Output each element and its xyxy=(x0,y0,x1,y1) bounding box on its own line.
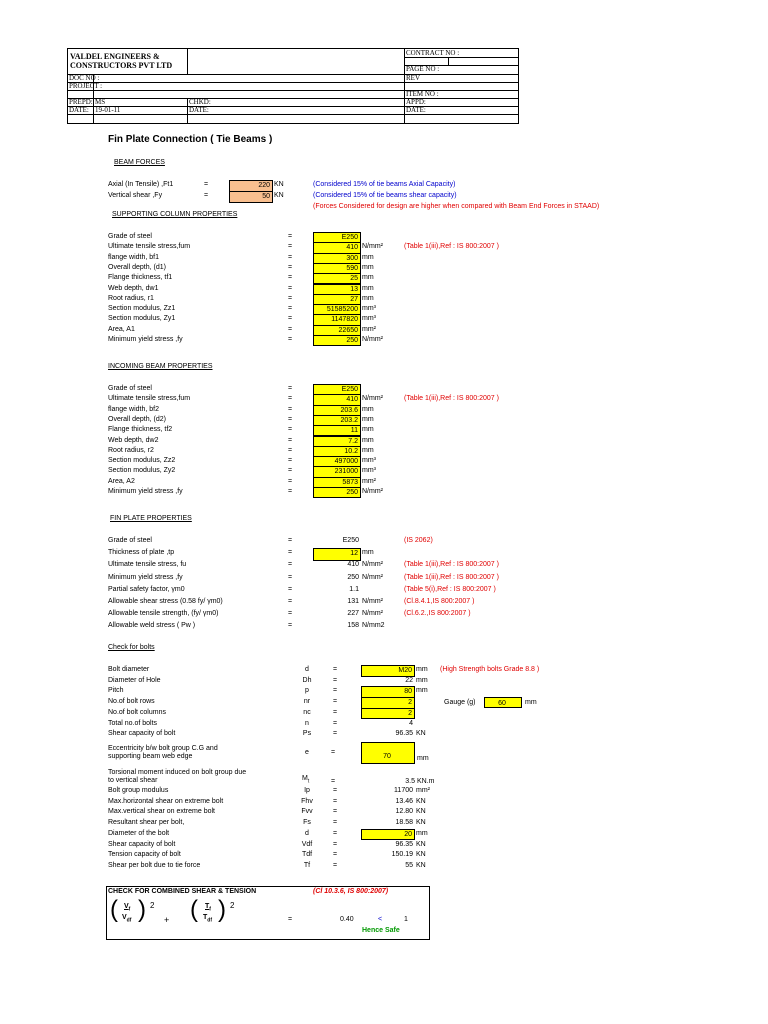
page-title: Fin Plate Connection ( Tie Beams ) xyxy=(108,134,273,145)
property-note: (Table 1(iii),Ref : IS 800:2007 ) xyxy=(404,573,499,581)
chkd-label: CHKD: xyxy=(189,98,211,106)
property-value[interactable]: 13 xyxy=(313,284,361,295)
property-value[interactable]: 410 xyxy=(313,394,361,405)
project-label: PROJECT : xyxy=(69,82,103,90)
property-symbol: Vdf xyxy=(301,840,313,848)
equals-sign: = xyxy=(204,181,209,188)
equals-sign: = xyxy=(288,622,293,630)
property-label: Area, A2 xyxy=(108,477,135,485)
divider xyxy=(68,74,518,75)
moment-equals: = xyxy=(331,778,336,785)
property-value[interactable]: 20 xyxy=(361,829,415,841)
property-value: 55 xyxy=(405,861,413,869)
equals-sign: = xyxy=(288,561,293,569)
gauge-label: Gauge (g) xyxy=(444,699,476,706)
gauge-value[interactable]: 60 xyxy=(484,697,522,708)
property-label: Partial safety factor, γm0 xyxy=(108,585,185,593)
divider xyxy=(404,49,405,123)
property-unit: N/mm² xyxy=(362,336,383,343)
property-value[interactable]: 7.2 xyxy=(313,436,361,447)
property-value[interactable]: 231000 xyxy=(313,466,361,477)
property-symbol: d xyxy=(305,829,309,837)
property-value[interactable]: 220 xyxy=(229,180,273,192)
equals-sign: = xyxy=(288,446,293,454)
ecc-value[interactable]: 70 xyxy=(361,742,415,764)
property-value[interactable]: 12 xyxy=(313,548,361,561)
equals-sign: = xyxy=(333,819,338,827)
property-label: Minimum yield stress ,fy xyxy=(108,573,183,581)
combined-limit: 1 xyxy=(404,916,408,923)
property-label: No.of bolt columns xyxy=(108,708,166,716)
power-v: 2 xyxy=(150,901,155,910)
header-table xyxy=(67,48,519,124)
property-note: (IS 2062) xyxy=(404,537,433,544)
equals-sign: = xyxy=(333,797,338,805)
equals-sign: = xyxy=(333,708,338,716)
property-symbol: Tdf xyxy=(301,851,313,859)
company-name-2: CONSTRUCTORS PVT LTD xyxy=(70,61,173,70)
moment-unit: KN.m xyxy=(417,778,435,785)
property-unit: mm³ xyxy=(362,467,376,475)
equals-sign: = xyxy=(333,808,338,816)
equals-sign: = xyxy=(288,243,293,251)
property-label: Overall depth, (d2) xyxy=(108,415,166,423)
equals-sign: = xyxy=(333,687,338,695)
equals-sign: = xyxy=(333,840,338,848)
combined-result: 0.40 xyxy=(340,916,354,923)
vdf-denominator: $V_{df}$ xyxy=(122,914,132,924)
ecc-label-2: supporting beam web edge xyxy=(108,753,193,760)
property-value: 96.35 xyxy=(395,730,413,738)
property-label: Ultimate tensile stress, fu xyxy=(108,561,187,569)
property-note: (Table 1(iii),Ref : IS 800:2007 ) xyxy=(404,395,499,403)
equals-sign: = xyxy=(333,851,338,859)
property-label: Section modulus, Zy1 xyxy=(108,315,176,323)
ecc-symbol: e xyxy=(305,749,309,756)
ecc-equals: = xyxy=(331,749,336,756)
equals-sign: = xyxy=(288,405,293,413)
company-name: VALDEL ENGINEERS & xyxy=(70,52,160,61)
property-label: Root radius, r1 xyxy=(108,294,154,302)
left-paren-icon: ( xyxy=(110,896,118,923)
property-label: Flange thickness, tf2 xyxy=(108,426,173,434)
property-unit: mm xyxy=(362,549,374,557)
divider xyxy=(68,90,518,91)
property-value: E250 xyxy=(342,537,359,544)
property-label: Grade of steel xyxy=(108,233,152,240)
property-value: 250 xyxy=(347,573,359,581)
property-unit: mm xyxy=(362,405,374,413)
property-value: 4 xyxy=(409,719,413,727)
equals-sign: = xyxy=(288,537,293,544)
property-label: Resultant shear per bolt, xyxy=(108,819,185,827)
prepd-label: PREPD: xyxy=(69,98,93,106)
property-label: Total no.of bolts xyxy=(108,719,158,727)
property-unit: mm² xyxy=(362,325,376,333)
divider xyxy=(187,98,188,123)
equals-sign: = xyxy=(288,598,293,605)
property-value[interactable]: 203.2 xyxy=(313,415,361,426)
equals-sign: = xyxy=(288,549,293,557)
prepd-value: MS xyxy=(95,98,106,106)
equals-sign: = xyxy=(288,305,293,313)
equals-sign: = xyxy=(288,426,293,434)
property-label: Flange thickness, tf1 xyxy=(108,274,173,282)
property-value[interactable]: 250 xyxy=(313,335,361,346)
equals-sign: = xyxy=(288,294,293,302)
right-paren-icon: ) xyxy=(138,896,146,923)
beam-forces-heading: BEAM FORCES xyxy=(114,159,165,166)
moment-symbol: $M_t$ xyxy=(302,775,310,785)
equals-sign: = xyxy=(333,698,338,706)
property-label: Shear capacity of bolt xyxy=(108,730,176,738)
property-label: Shear capacity of bolt xyxy=(108,840,176,848)
property-value: 11700 xyxy=(394,787,413,794)
property-value: 131 xyxy=(347,598,359,605)
property-label: Max.vertical shear on extreme bolt xyxy=(108,808,215,816)
property-unit: KN xyxy=(274,192,284,199)
moment-label-2: to vertical shear xyxy=(108,777,158,784)
property-value[interactable]: E250 xyxy=(313,232,361,243)
property-value[interactable]: 497000 xyxy=(313,456,361,467)
property-value: 150.19 xyxy=(391,851,413,859)
equals-sign: = xyxy=(288,284,293,292)
property-label: Allowable shear stress (0.58 fy/ γm0) xyxy=(108,598,223,605)
date-label-3: DATE: xyxy=(406,106,426,114)
property-unit: mm xyxy=(362,426,374,434)
property-unit: mm xyxy=(362,263,374,271)
property-value[interactable]: 25 xyxy=(313,273,361,284)
property-label: Minimum yield stress ,fy xyxy=(108,336,183,343)
property-label: Section modulus, Zy2 xyxy=(108,467,176,475)
property-symbol: Fvv xyxy=(301,808,313,816)
equals-sign: = xyxy=(288,325,293,333)
property-symbol: Fs xyxy=(303,819,311,827)
item-no-label: ITEM NO : xyxy=(406,90,439,98)
appd-label: APPD: xyxy=(406,98,426,106)
column-heading: SUPPORTING COLUMN PROPERTIES xyxy=(112,211,238,218)
property-unit: mm³ xyxy=(362,315,376,323)
property-note: (Considered 15% of tie beams Axial Capacity) xyxy=(313,181,456,188)
equals-sign: = xyxy=(288,263,293,271)
property-symbol: nr xyxy=(303,698,311,706)
property-label: Section modulus, Zz1 xyxy=(108,305,176,313)
property-unit: mm xyxy=(416,687,428,695)
equals-sign: = xyxy=(288,315,293,323)
equals-sign: = xyxy=(333,787,338,794)
property-symbol: Ip xyxy=(304,787,310,794)
property-label: Grade of steel xyxy=(108,385,152,392)
equals-sign: = xyxy=(288,477,293,485)
property-value[interactable]: 300 xyxy=(313,253,361,264)
property-label: Overall depth, (d1) xyxy=(108,263,166,271)
property-unit: N/mm² xyxy=(362,243,383,251)
property-label: Max.horizontal shear on extreme bolt xyxy=(108,797,224,805)
property-label: Diameter of Hole xyxy=(108,676,161,684)
bolts-heading: Check for bolts xyxy=(108,644,155,651)
property-value[interactable]: 590 xyxy=(313,263,361,274)
property-note: (High Strength bolts Grade 8.8 ) xyxy=(440,666,540,673)
property-unit: mm xyxy=(362,436,374,444)
property-unit: mm xyxy=(416,676,428,684)
property-value[interactable]: E250 xyxy=(313,384,361,395)
property-unit: KN xyxy=(416,861,426,869)
property-label: Ultimate tensile stress,fum xyxy=(108,395,191,403)
property-value[interactable]: 1147820 xyxy=(313,314,361,325)
property-symbol: Fhv xyxy=(301,797,313,805)
property-unit: KN xyxy=(416,797,426,805)
property-unit: mm xyxy=(362,274,374,282)
property-label: No.of bolt rows xyxy=(108,698,155,706)
property-symbol: p xyxy=(305,687,309,695)
property-label: flange width, bf2 xyxy=(108,405,159,413)
property-unit: KN xyxy=(416,851,426,859)
property-unit: mm xyxy=(362,415,374,423)
property-label: Thickness of plate ,tp xyxy=(108,549,175,557)
property-note: (Table 5(i),Ref : IS 800:2007 ) xyxy=(404,585,496,593)
equals-sign: = xyxy=(288,336,293,343)
property-note: (Cl.8.4.1,IS 800:2007 ) xyxy=(404,598,475,605)
property-value[interactable]: 50 xyxy=(229,191,273,203)
equals-sign: = xyxy=(288,610,293,618)
ecc-label: Eccentricity b/w bolt group C.G and xyxy=(108,745,218,752)
property-label: Web depth, dw2 xyxy=(108,436,159,444)
property-value: 22 xyxy=(405,676,413,684)
property-unit: mm xyxy=(362,253,374,261)
equals-sign: = xyxy=(288,415,293,423)
property-value: 96.35 xyxy=(395,840,413,848)
equals-sign: = xyxy=(333,676,338,684)
property-symbol: Tf xyxy=(303,861,311,869)
property-symbol: nc xyxy=(303,708,311,716)
property-label: Bolt group modulus xyxy=(108,787,169,794)
property-value[interactable]: 10.2 xyxy=(313,446,361,457)
combined-reference: (Cl 10.3.6, IS 800:2007) xyxy=(313,888,389,895)
property-label: Vertical shear ,Fy xyxy=(108,192,163,199)
left-paren-icon-2: ( xyxy=(190,896,198,923)
property-label: Allowable tensile strength, (fy/ γm0) xyxy=(108,610,219,618)
divider xyxy=(68,82,518,83)
fin-heading: FIN PLATE PROPERTIES xyxy=(110,515,192,522)
divider xyxy=(404,57,518,58)
property-unit: KN xyxy=(416,808,426,816)
property-unit: mm³ xyxy=(362,457,376,465)
property-note: (Table 1(iii),Ref : IS 800:2007 ) xyxy=(404,243,499,251)
property-unit: mm xyxy=(416,829,428,837)
divider xyxy=(448,57,449,65)
property-value: 13.46 xyxy=(395,797,413,805)
ecc-unit: mm xyxy=(417,755,429,762)
property-unit: KN xyxy=(274,181,284,188)
property-unit: N/mm² xyxy=(362,573,383,581)
property-unit: N/mm² xyxy=(362,598,383,605)
divider xyxy=(68,106,518,107)
divider xyxy=(68,98,518,99)
equals-sign: = xyxy=(288,233,293,240)
equals-sign: = xyxy=(288,395,293,403)
property-label: Area, A1 xyxy=(108,325,135,333)
beam-heading: INCOMING BEAM PROPERTIES xyxy=(108,363,213,370)
equals-sign: = xyxy=(288,457,293,465)
equals-sign: = xyxy=(288,436,293,444)
equals-sign: = xyxy=(333,829,338,837)
power-t: 2 xyxy=(230,901,235,910)
right-paren-icon-2: ) xyxy=(218,896,226,923)
property-label: Axial (In Tensile) ,Ft1 xyxy=(108,181,174,188)
tdf-denominator: $T_{df}$ xyxy=(203,914,213,924)
property-unit: mm² xyxy=(362,477,376,485)
property-unit: N/mm² xyxy=(362,561,383,569)
property-unit: mm xyxy=(362,294,374,302)
property-value[interactable]: 2 xyxy=(361,708,415,720)
property-unit: N/mm² xyxy=(362,395,383,403)
property-unit: mm xyxy=(416,666,428,673)
property-value[interactable]: 250 xyxy=(313,487,361,498)
property-value[interactable]: 2 xyxy=(361,697,415,709)
property-value: 158 xyxy=(347,622,359,630)
property-unit: N/mm² xyxy=(362,488,383,495)
equals-sign: = xyxy=(288,573,293,581)
property-value: 410 xyxy=(347,561,359,569)
property-symbol: n xyxy=(305,719,309,727)
equals-sign: = xyxy=(288,385,293,392)
property-value[interactable]: 203.6 xyxy=(313,405,361,416)
property-value[interactable]: M20 xyxy=(361,665,415,677)
property-unit: N/mm2 xyxy=(362,622,385,630)
property-value[interactable]: 11 xyxy=(313,425,361,436)
property-symbol: d xyxy=(305,666,309,673)
property-unit: N/mm² xyxy=(362,610,383,618)
doc-no-label: DOC NO : xyxy=(69,74,100,82)
date-label-2: DATE: xyxy=(189,106,209,114)
property-note: (Considered 15% of tie beams shear capacity) xyxy=(313,192,457,199)
combined-equals: = xyxy=(288,916,293,923)
property-label: Bolt diameter xyxy=(108,666,150,673)
property-label: Section modulus, Zz2 xyxy=(108,457,176,465)
page-no-label: PAGE NO : xyxy=(406,65,440,73)
equals-sign: = xyxy=(333,666,338,673)
property-label: Grade of steel xyxy=(108,537,152,544)
equals-sign: = xyxy=(288,585,293,593)
property-value[interactable]: 27 xyxy=(313,294,361,305)
property-value: 1.1 xyxy=(349,585,359,593)
property-symbol: Dh xyxy=(302,676,312,684)
property-unit: mm³ xyxy=(362,305,376,313)
property-symbol: Ps xyxy=(302,730,312,738)
property-value[interactable]: 5873 xyxy=(313,477,361,488)
date-label: DATE: xyxy=(69,106,89,114)
tf-numerator: $T_f$ xyxy=(205,903,211,913)
divider xyxy=(187,49,188,74)
moment-label: Torsional moment induced on bolt group due xyxy=(108,769,247,776)
vf-numerator: $V_f$ xyxy=(124,903,131,913)
property-unit: KN xyxy=(416,819,426,827)
equals-sign: = xyxy=(288,467,293,475)
property-unit: mm xyxy=(362,446,374,454)
equals-sign: = xyxy=(288,274,293,282)
equals-sign: = xyxy=(204,192,209,199)
forces-note: (Forces Considered for design are higher when compared with Beam End Forces in STAAD) xyxy=(313,203,600,210)
equals-sign: = xyxy=(333,730,338,738)
property-value[interactable]: 80 xyxy=(361,686,415,698)
property-value: 18.58 xyxy=(395,819,413,827)
property-label: Allowable weld stress ( Pw ) xyxy=(108,622,196,630)
plus-sign: + xyxy=(164,915,170,925)
equals-sign: = xyxy=(333,861,338,869)
combined-heading: CHECK FOR COMBINED SHEAR & TENSION xyxy=(108,888,257,895)
property-value[interactable]: 410 xyxy=(313,242,361,253)
property-label: Shear per bolt due to tie force xyxy=(108,861,201,869)
divider xyxy=(68,114,518,115)
property-label: flange width, bf1 xyxy=(108,253,159,261)
property-unit: mm² xyxy=(416,787,430,794)
property-unit: mm xyxy=(362,284,374,292)
property-value: 12.80 xyxy=(395,808,413,816)
less-than-sign: < xyxy=(378,916,383,923)
property-label: Pitch xyxy=(108,687,124,695)
moment-value: 3.5 xyxy=(405,778,415,785)
property-label: Diameter of the bolt xyxy=(108,829,170,837)
verdict: Hence Safe xyxy=(362,927,400,934)
property-value: 227 xyxy=(347,610,359,618)
property-unit: KN xyxy=(416,730,426,738)
property-unit: KN xyxy=(416,840,426,848)
property-value[interactable]: 22650 xyxy=(313,325,361,336)
equals-sign: = xyxy=(288,488,293,495)
property-note: (Cl.6.2.,IS 800:2007 ) xyxy=(404,610,471,618)
property-label: Ultimate tensile stress,fum xyxy=(108,243,191,251)
date-value: 19-01-11 xyxy=(95,106,121,114)
property-label: Root radius, r2 xyxy=(108,446,154,454)
property-label: Minimum yield stress ,fy xyxy=(108,488,183,495)
gauge-unit: mm xyxy=(525,699,537,706)
property-value[interactable]: 51585200 xyxy=(313,304,361,315)
rev-label: REV xyxy=(406,74,420,82)
equals-sign: = xyxy=(288,253,293,261)
property-label: Tension capacity of bolt xyxy=(108,851,181,859)
property-label: Web depth, dw1 xyxy=(108,284,159,292)
contract-no-label: CONTRACT NO : xyxy=(406,49,460,57)
equals-sign: = xyxy=(333,719,338,727)
property-note: (Table 1(iii),Ref : IS 800:2007 ) xyxy=(404,561,499,569)
